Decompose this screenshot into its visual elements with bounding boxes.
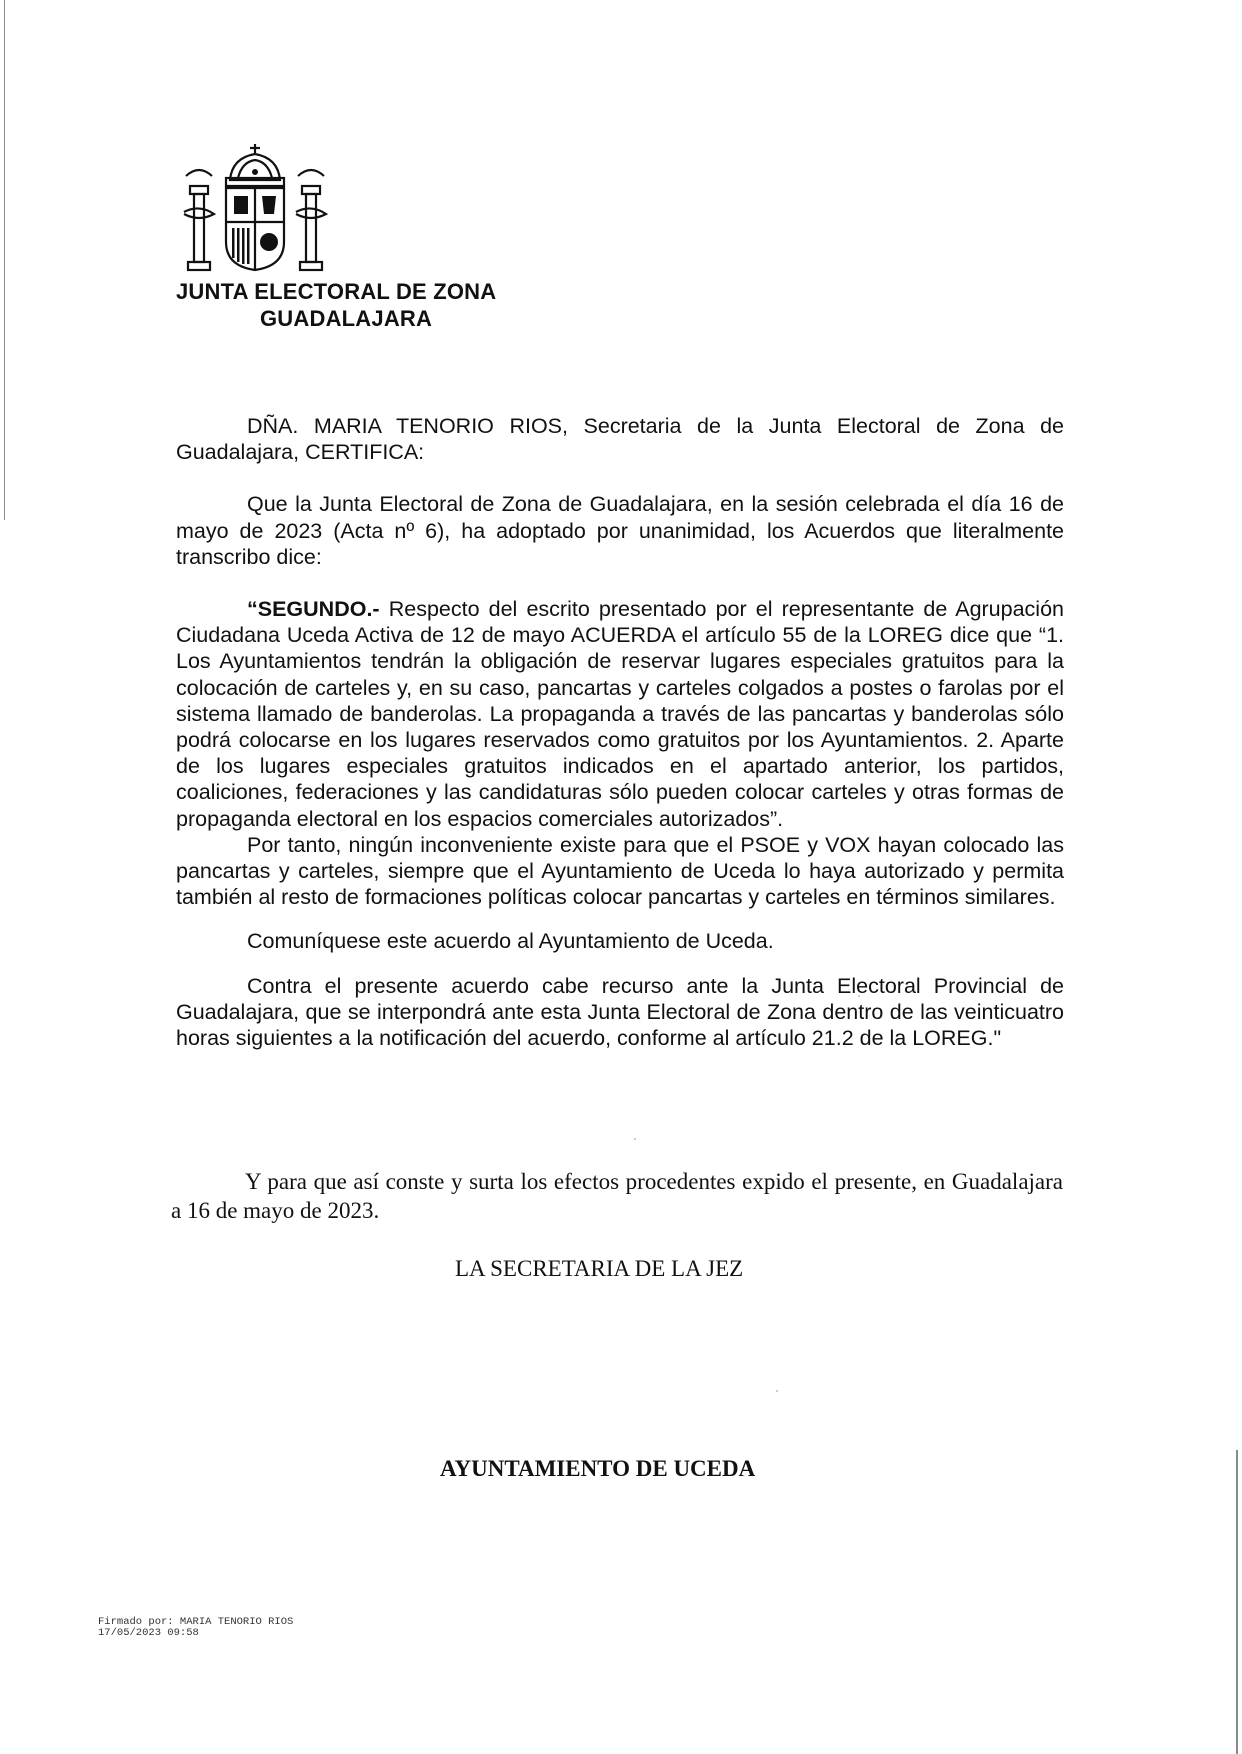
recipient-title: AYUNTAMIENTO DE UCEDA xyxy=(440,1456,756,1481)
closing-text: Y para que así conste y surta los efectos procedentes expido el presente, en Guadalajara a 16 de mayo de 2023. xyxy=(171,1169,1063,1223)
scan-edge-right xyxy=(1236,1450,1238,1754)
signature-date: 17/05/2023 09:58 xyxy=(98,1627,199,1639)
closing-paragraph xyxy=(171,1168,1063,1225)
institution-city: GUADALAJARA xyxy=(260,306,433,331)
segundo-label: “SEGUNDO.- xyxy=(247,597,380,622)
scan-edge-left xyxy=(4,0,5,520)
recurso-paragraph: Contra el presente acuerdo cabe recurso ante la Junta Electoral Provincial de Guadalajara, que se interpondrá ante esta Junta Electoral de Zona dentro de las veinticuatro horas siguientes a la notificación del acuerdo, conforme al artículo 21.2 de la LOREG." xyxy=(176,973,1064,1051)
segundo-paragraph xyxy=(176,596,1064,832)
coat-of-arms-emblem xyxy=(180,142,330,276)
comuniquese-paragraph: Comuníquese este acuerdo al Ayuntamiento de Uceda. xyxy=(247,929,774,954)
institution-name: JUNTA ELECTORAL DE ZONA xyxy=(176,279,497,304)
certification-body xyxy=(176,413,1064,1051)
scan-speck xyxy=(776,1390,778,1392)
intro-paragraph: DÑA. MARIA TENORIO RIOS, Secretaria de la Junta Electoral de Zona de Guadalajara, CERTIFICA: xyxy=(176,414,1064,465)
segundo-text: Respecto del escrito presentado por el representante de Agrupación Ciudadana Uceda Activa de 12 de mayo ACUERDA el artículo 55 de la LOREG dice que “1. Los Ayuntamientos tendrán la obligación de reservar lugares especiales gratuitos para la colocación de carteles y, en su caso, pancartas y carteles colgados a postes o farolas por el sistema llamado de banderolas. La propaganda a través de las pancartas y banderolas sólo podrá colocarse en los lugares reservados como gratuitos por los Ayuntamientos. 2. Aparte de los lugares especiales gratuitos indicados en el apartado anterior, los partidos, coaliciones, federaciones y las candidaturas sólo pueden colocar carteles y otras formas de propaganda electoral en los espacios comerciales autorizados”. xyxy=(176,597,1064,831)
session-paragraph: Que la Junta Electoral de Zona de Guadalajara, en la sesión celebrada el día 16 de mayo de 2023 (Acta nº 6), ha adoptado por unanimidad, los Acuerdos que literalmente transcribo dice: xyxy=(176,492,1064,569)
signatory-title: LA SECRETARIA DE LA JEZ xyxy=(455,1256,744,1281)
signature-signer: Firmado por: MARIA TENORIO RIOS xyxy=(98,1616,294,1628)
por-tanto-paragraph: Por tanto, ningún inconveniente existe para que el PSOE y VOX hayan colocado las pancartas y carteles, siempre que el Ayuntamiento de Uceda lo haya autorizado y permita también al resto de formaciones políticas colocar pancartas y carteles en términos similares. xyxy=(176,832,1064,910)
electronic-signature-stamp xyxy=(98,1617,293,1639)
scan-speck xyxy=(634,1138,636,1140)
